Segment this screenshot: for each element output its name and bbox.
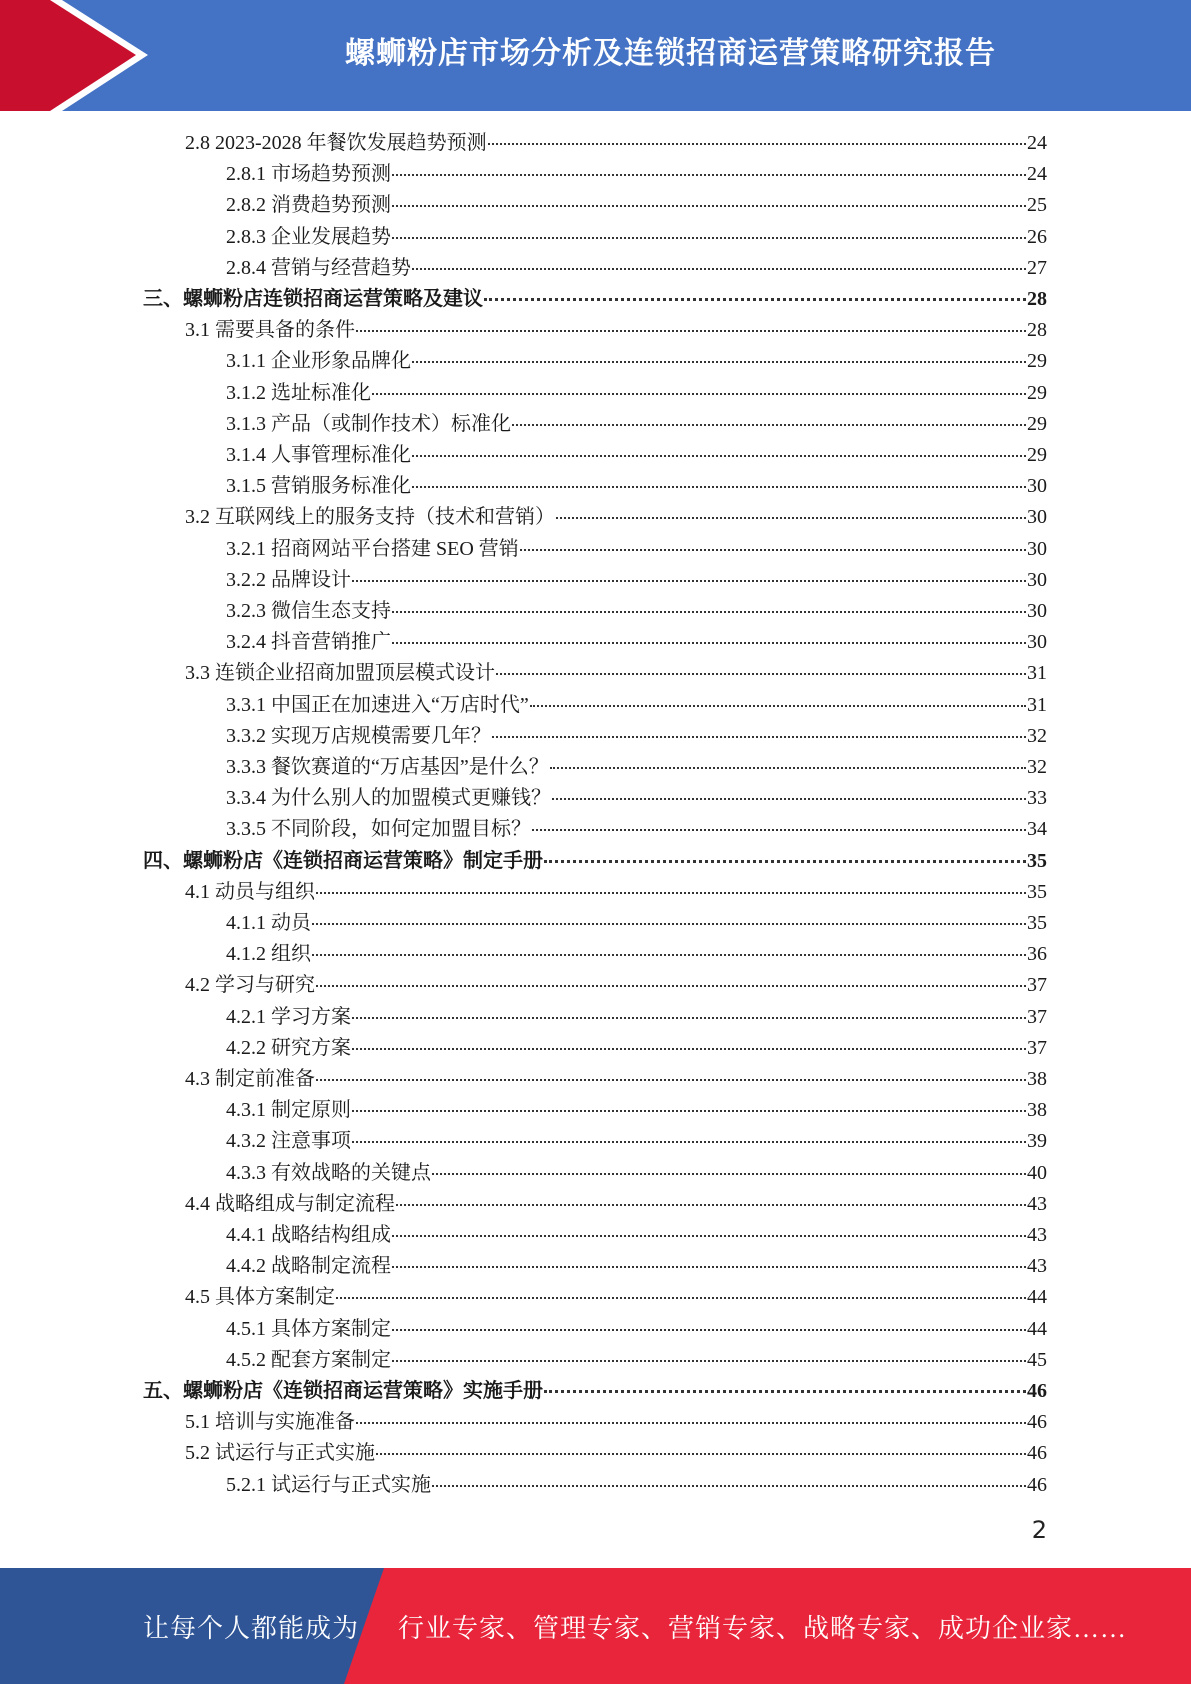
toc-dot-leader bbox=[312, 923, 1026, 925]
toc-entry-title: 4.1.1 动员 bbox=[226, 912, 311, 934]
toc-entry-page: 29 bbox=[1027, 382, 1047, 404]
toc-entry-page: 29 bbox=[1027, 444, 1047, 466]
toc-dot-leader bbox=[372, 393, 1026, 395]
toc-dot-leader bbox=[412, 268, 1026, 270]
toc-entry[interactable] bbox=[185, 1064, 1047, 1095]
toc-dot-leader bbox=[520, 549, 1026, 551]
toc-entry[interactable] bbox=[185, 658, 1047, 689]
toc-entry[interactable] bbox=[226, 627, 1047, 658]
toc-entry-title: 三、螺蛳粉店连锁招商运营策略及建议 bbox=[143, 288, 483, 310]
toc-entry-page: 46 bbox=[1027, 1474, 1047, 1496]
toc-dot-leader bbox=[412, 486, 1026, 488]
toc-entry-title: 5.2 试运行与正式实施 bbox=[185, 1442, 375, 1464]
toc-dot-leader bbox=[392, 237, 1026, 239]
toc-entry-page: 25 bbox=[1027, 194, 1047, 216]
toc-dot-leader bbox=[392, 1266, 1026, 1268]
toc-entry-title: 4.2 学习与研究 bbox=[185, 974, 315, 996]
toc-dot-leader bbox=[392, 1360, 1026, 1362]
toc-dot-leader bbox=[356, 1422, 1026, 1424]
toc-entry-title: 4.2.2 研究方案 bbox=[226, 1037, 351, 1059]
toc-entry-title: 四、螺蛳粉店《连锁招商运营策略》制定手册 bbox=[143, 850, 543, 872]
toc-entry[interactable] bbox=[185, 970, 1047, 1001]
toc-entry[interactable] bbox=[226, 346, 1047, 377]
toc-entry-title: 3.3.5 不同阶段，如何定加盟目标？ bbox=[226, 818, 531, 840]
toc-entry[interactable] bbox=[226, 409, 1047, 440]
document-title: 螺蛳粉店市场分析及连锁招商运营策略研究报告 bbox=[345, 36, 996, 71]
toc-entry-page: 29 bbox=[1027, 350, 1047, 372]
toc-entry[interactable] bbox=[185, 315, 1047, 346]
chevron-red-shape bbox=[0, 0, 136, 111]
toc-dot-leader bbox=[356, 330, 1026, 332]
toc-entry-page: 32 bbox=[1027, 725, 1047, 747]
toc-entry-page: 30 bbox=[1027, 475, 1047, 497]
toc-entry-page: 30 bbox=[1027, 569, 1047, 591]
toc-dot-leader bbox=[484, 298, 1026, 301]
toc-entry-page: 32 bbox=[1027, 756, 1047, 778]
toc-entry-title: 4.3.1 制定原则 bbox=[226, 1099, 351, 1121]
toc-entry-page: 37 bbox=[1027, 1006, 1047, 1028]
toc-dot-leader bbox=[412, 361, 1026, 363]
toc-dot-leader bbox=[352, 1017, 1026, 1019]
toc-entry-page: 26 bbox=[1027, 226, 1047, 248]
toc-dot-leader bbox=[336, 1297, 1026, 1299]
toc-dot-leader bbox=[412, 455, 1026, 457]
toc-entry[interactable] bbox=[226, 1158, 1047, 1189]
toc-entry[interactable] bbox=[143, 846, 1047, 877]
toc-entry-page: 35 bbox=[1027, 850, 1047, 872]
toc-entry-title: 3.2.3 微信生态支持 bbox=[226, 600, 391, 622]
toc-entry-page: 28 bbox=[1027, 319, 1047, 341]
toc-entry-page: 30 bbox=[1027, 600, 1047, 622]
toc-entry-title: 2.8.3 企业发展趋势 bbox=[226, 226, 391, 248]
toc-dot-leader bbox=[492, 736, 1026, 738]
chevron-arrow-icon bbox=[0, 0, 160, 111]
toc-entry-page: 40 bbox=[1027, 1162, 1047, 1184]
toc-entry[interactable] bbox=[226, 752, 1047, 783]
toc-dot-leader bbox=[352, 1048, 1026, 1050]
toc-dot-leader bbox=[392, 642, 1026, 644]
toc-dot-leader bbox=[352, 580, 1026, 582]
toc-entry-page: 43 bbox=[1027, 1255, 1047, 1277]
toc-dot-leader bbox=[488, 143, 1026, 145]
toc-entry-title: 3.3.2 实现万店规模需要几年？ bbox=[226, 725, 491, 747]
toc-entry-page: 28 bbox=[1027, 288, 1047, 310]
footer-slogan-left: 让每个人都能成为 bbox=[143, 1613, 360, 1643]
toc-entry-title: 5.1 培训与实施准备 bbox=[185, 1411, 355, 1433]
footer-slogan-right: 行业专家、管理专家、营销专家、战略专家、成功企业家…… bbox=[398, 1613, 1128, 1643]
toc-entry-title: 4.4.2 战略制定流程 bbox=[226, 1255, 391, 1277]
toc-entry-title: 3.3.4 为什么别人的加盟模式更赚钱？ bbox=[226, 787, 551, 809]
toc-dot-leader bbox=[376, 1453, 1026, 1455]
toc-dot-leader bbox=[316, 985, 1026, 987]
toc-entry[interactable] bbox=[226, 378, 1047, 409]
toc-dot-leader bbox=[532, 829, 1026, 831]
toc-entry-title: 2.8.1 市场趋势预测 bbox=[226, 163, 391, 185]
toc-entry[interactable] bbox=[226, 1470, 1047, 1501]
toc-entry-page: 35 bbox=[1027, 912, 1047, 934]
toc-entry-page: 38 bbox=[1027, 1068, 1047, 1090]
toc-entry[interactable] bbox=[226, 222, 1047, 253]
toc-dot-leader bbox=[432, 1173, 1026, 1175]
toc-dot-leader bbox=[530, 705, 1026, 707]
toc-entry[interactable] bbox=[185, 1407, 1047, 1438]
toc-entry[interactable] bbox=[226, 190, 1047, 221]
toc-entry-title: 4.2.1 学习方案 bbox=[226, 1006, 351, 1028]
toc-entry-page: 30 bbox=[1027, 538, 1047, 560]
toc-dot-leader bbox=[352, 1110, 1026, 1112]
toc-entry[interactable] bbox=[226, 565, 1047, 596]
toc-entry-title: 3.1.5 营销服务标准化 bbox=[226, 475, 411, 497]
toc-entry-title: 3.2.4 抖音营销推广 bbox=[226, 631, 391, 653]
toc-dot-leader bbox=[352, 1141, 1026, 1143]
toc-entry-title: 3.1.2 选址标准化 bbox=[226, 382, 371, 404]
toc-entry[interactable] bbox=[226, 1220, 1047, 1251]
toc-entry-title: 3.3.3 餐饮赛道的“万店基因”是什么？ bbox=[226, 756, 549, 778]
page-footer bbox=[0, 1568, 1191, 1684]
toc-entry-page: 33 bbox=[1027, 787, 1047, 809]
toc-entry[interactable] bbox=[226, 440, 1047, 471]
toc-entry-page: 46 bbox=[1027, 1380, 1047, 1402]
toc-entry-page: 30 bbox=[1027, 506, 1047, 528]
toc-entry-page: 43 bbox=[1027, 1193, 1047, 1215]
toc-dot-leader bbox=[392, 174, 1026, 176]
toc-dot-leader bbox=[544, 1390, 1026, 1393]
toc-dot-leader bbox=[552, 798, 1026, 800]
toc-entry-page: 46 bbox=[1027, 1442, 1047, 1464]
toc-entry-page: 31 bbox=[1027, 662, 1047, 684]
toc-entry-title: 4.1 动员与组织 bbox=[185, 881, 315, 903]
toc-entry[interactable] bbox=[226, 596, 1047, 627]
page-number: 2 bbox=[1031, 1516, 1047, 1544]
toc-entry[interactable] bbox=[185, 128, 1047, 159]
toc-entry-title: 3.1.1 企业形象品牌化 bbox=[226, 350, 411, 372]
toc-entry-page: 34 bbox=[1027, 818, 1047, 840]
toc-entry[interactable] bbox=[226, 1126, 1047, 1157]
toc-entry-title: 3.2.1 招商网站平台搭建 SEO 营销 bbox=[226, 538, 519, 560]
toc-dot-leader bbox=[496, 673, 1026, 675]
toc-dot-leader bbox=[392, 205, 1026, 207]
toc-dot-leader bbox=[316, 892, 1026, 894]
toc-dot-leader bbox=[392, 1235, 1026, 1237]
toc-entry[interactable] bbox=[226, 721, 1047, 752]
toc-dot-leader bbox=[312, 954, 1026, 956]
toc-dot-leader bbox=[316, 1079, 1026, 1081]
toc-entry[interactable] bbox=[226, 814, 1047, 845]
toc-entry-page: 37 bbox=[1027, 1037, 1047, 1059]
toc-entry-title: 3.1.3 产品（或制作技术）标准化 bbox=[226, 413, 511, 435]
toc-entry-title: 4.4 战略组成与制定流程 bbox=[185, 1193, 395, 1215]
toc-entry-title: 4.3.3 有效战略的关键点 bbox=[226, 1162, 431, 1184]
toc-entry[interactable] bbox=[185, 502, 1047, 533]
toc-entry[interactable] bbox=[226, 1095, 1047, 1126]
toc-entry-title: 4.5.2 配套方案制定 bbox=[226, 1349, 391, 1371]
toc-entry-page: 24 bbox=[1027, 163, 1047, 185]
toc-entry[interactable] bbox=[185, 1438, 1047, 1469]
toc-entry-title: 3.3.1 中国正在加速进入“万店时代” bbox=[226, 694, 529, 716]
toc-entry[interactable] bbox=[226, 534, 1047, 565]
toc-entry-title: 2.8.4 营销与经营趋势 bbox=[226, 257, 411, 279]
toc-dot-leader bbox=[544, 860, 1026, 863]
page-header bbox=[0, 0, 1191, 111]
toc-entry[interactable] bbox=[226, 1033, 1047, 1064]
toc-entry-page: 24 bbox=[1027, 132, 1047, 154]
toc-entry[interactable] bbox=[185, 877, 1047, 908]
toc-entry[interactable] bbox=[185, 1282, 1047, 1313]
toc-entry-title: 4.3.2 注意事项 bbox=[226, 1130, 351, 1152]
toc-entry-page: 43 bbox=[1027, 1224, 1047, 1246]
toc-entry[interactable] bbox=[226, 1002, 1047, 1033]
toc-entry[interactable] bbox=[143, 284, 1047, 315]
toc-entry[interactable] bbox=[226, 1314, 1047, 1345]
toc-entry-title: 3.2 互联网线上的服务支持（技术和营销） bbox=[185, 506, 555, 528]
toc-dot-leader bbox=[392, 611, 1026, 613]
toc-entry-title: 3.2.2 品牌设计 bbox=[226, 569, 351, 591]
toc-entry-title: 4.5 具体方案制定 bbox=[185, 1286, 335, 1308]
toc-entry-title: 3.1 需要具备的条件 bbox=[185, 319, 355, 341]
toc-entry-title: 2.8.2 消费趋势预测 bbox=[226, 194, 391, 216]
toc-entry-page: 46 bbox=[1027, 1411, 1047, 1433]
toc-entry-title: 2.8 2023-2028 年餐饮发展趋势预测 bbox=[185, 132, 487, 154]
toc-entry[interactable] bbox=[226, 253, 1047, 284]
toc-entry-page: 27 bbox=[1027, 257, 1047, 279]
toc-entry[interactable] bbox=[226, 939, 1047, 970]
toc-entry-title: 4.1.2 组织 bbox=[226, 943, 311, 965]
toc-entry[interactable] bbox=[226, 690, 1047, 721]
toc-entry-title: 五、螺蛳粉店《连锁招商运营策略》实施手册 bbox=[143, 1380, 543, 1402]
toc-entry[interactable] bbox=[226, 908, 1047, 939]
toc-entry-page: 36 bbox=[1027, 943, 1047, 965]
toc-entry[interactable] bbox=[185, 1189, 1047, 1220]
toc-dot-leader bbox=[512, 424, 1026, 426]
toc-entry[interactable] bbox=[226, 471, 1047, 502]
toc-entry-page: 44 bbox=[1027, 1286, 1047, 1308]
toc-dot-leader bbox=[392, 1329, 1026, 1331]
toc-entry-page: 35 bbox=[1027, 881, 1047, 903]
toc-dot-leader bbox=[556, 517, 1026, 519]
toc-entry-title: 4.3 制定前准备 bbox=[185, 1068, 315, 1090]
toc-dot-leader bbox=[396, 1204, 1026, 1206]
toc-entry-page: 29 bbox=[1027, 413, 1047, 435]
toc-entry[interactable] bbox=[226, 1251, 1047, 1282]
toc-entry-page: 30 bbox=[1027, 631, 1047, 653]
toc-entry-page: 39 bbox=[1027, 1130, 1047, 1152]
toc-entry-page: 37 bbox=[1027, 974, 1047, 996]
toc-entry-title: 3.1.4 人事管理标准化 bbox=[226, 444, 411, 466]
toc-entry-title: 3.3 连锁企业招商加盟顶层模式设计 bbox=[185, 662, 495, 684]
toc-dot-leader bbox=[432, 1485, 1026, 1487]
toc-entry-title: 4.5.1 具体方案制定 bbox=[226, 1318, 391, 1340]
toc-dot-leader bbox=[550, 767, 1026, 769]
toc-entry-page: 38 bbox=[1027, 1099, 1047, 1121]
toc-entry[interactable] bbox=[143, 1376, 1047, 1407]
toc-entry[interactable] bbox=[226, 159, 1047, 190]
toc-entry[interactable] bbox=[226, 1345, 1047, 1376]
toc-entry-page: 31 bbox=[1027, 694, 1047, 716]
toc-entry-page: 44 bbox=[1027, 1318, 1047, 1340]
toc-entry-title: 4.4.1 战略结构组成 bbox=[226, 1224, 391, 1246]
toc-entry[interactable] bbox=[226, 783, 1047, 814]
toc-entry-title: 5.2.1 试运行与正式实施 bbox=[226, 1474, 431, 1496]
toc-entry-page: 45 bbox=[1027, 1349, 1047, 1371]
